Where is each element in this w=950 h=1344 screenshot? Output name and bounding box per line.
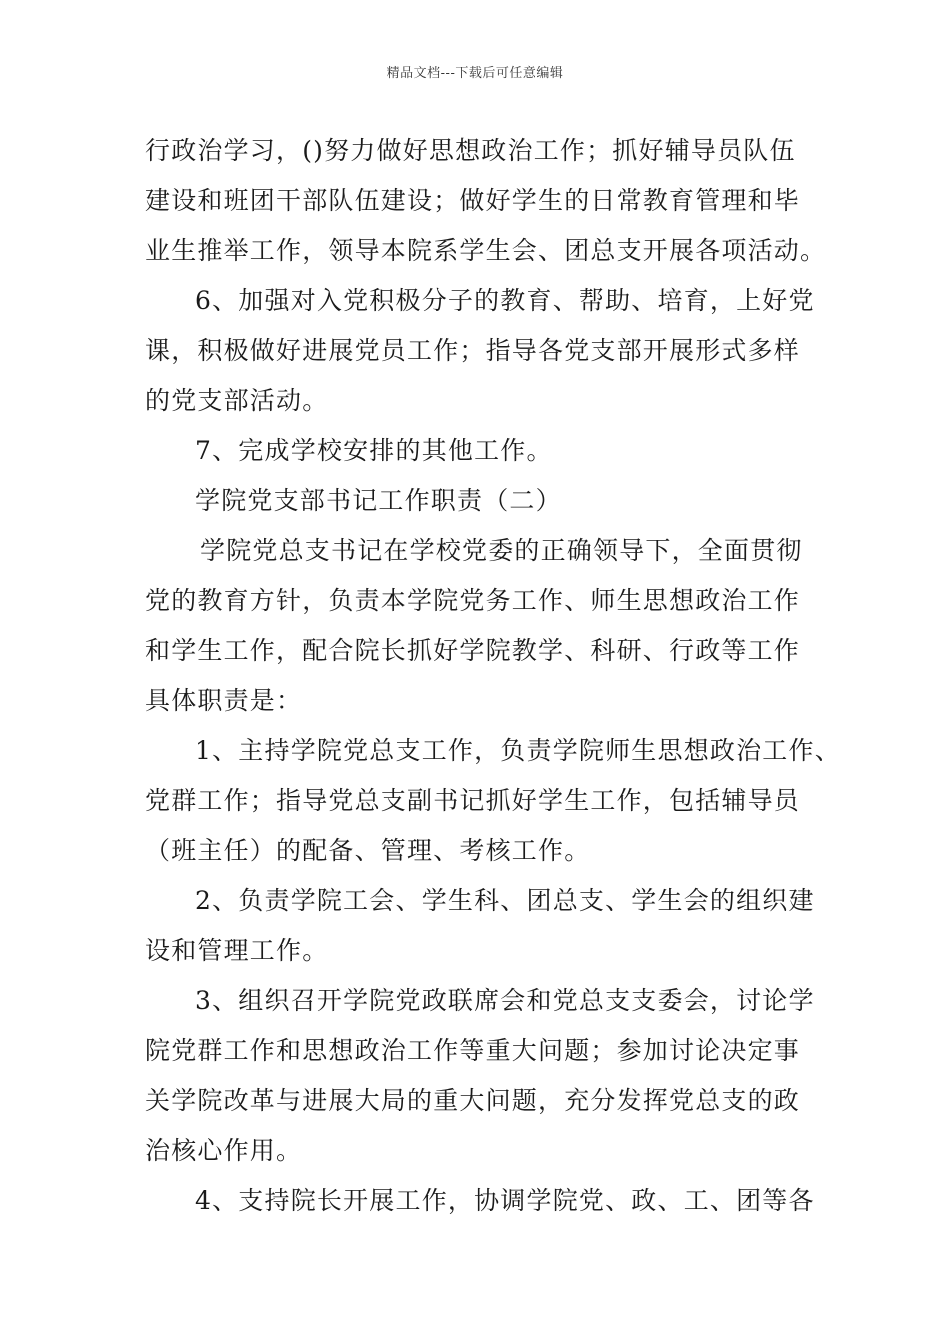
- text-line: 2、负责学院工会、学生科、团总支、学生会的组织建: [195, 886, 815, 915]
- text-line: 1、主持学院党总支工作，负责学院师生思想政治工作、: [195, 736, 841, 765]
- text-line: 院党群工作和思想政治工作等重大问题；参加讨论决定事: [145, 1036, 801, 1065]
- text-line: 4、支持院长开展工作，协调学院党、政、工、团等各: [195, 1186, 815, 1215]
- text-line: 党群工作；指导党总支副书记抓好学生工作，包括辅导员: [145, 786, 801, 815]
- text-line: （班主任）的配备、管理、考核工作。: [145, 836, 591, 865]
- text-line: 行政治学习，()努力做好思想政治工作；抓好辅导员队伍: [145, 136, 796, 165]
- text-line: 7、完成学校安排的其他工作。: [195, 436, 553, 465]
- page-header: 精品文档---下载后可任意编辑: [386, 66, 564, 81]
- text-line: 的党支部活动。: [145, 386, 329, 415]
- text-line: 3、组织召开学院党政联席会和党总支支委会，讨论学: [195, 986, 815, 1015]
- text-line: 具体职责是：: [145, 686, 303, 715]
- text-line: 课，积极做好进展党员工作；指导各党支部开展形式多样: [145, 336, 801, 365]
- text-line: 设和管理工作。: [145, 936, 329, 965]
- text-line: 党的教育方针，负责本学院党务工作、师生思想政治工作: [145, 586, 801, 615]
- text-line: 6、加强对入党积极分子的教育、帮助、培育，上好党: [195, 286, 815, 315]
- document-body: [145, 126, 841, 1226]
- section-title: 学院党支部书记工作职责（二）: [195, 486, 562, 515]
- text-line: 建设和班团干部队伍建设；做好学生的日常教育管理和毕: [145, 186, 801, 215]
- text-line: 和学生工作，配合院长抓好学院教学、科研、行政等工作: [145, 636, 801, 665]
- text-line: 关学院改革与进展大局的重大问题，充分发挥党总支的政: [145, 1086, 801, 1115]
- text-line: 学院党总支书记在学校党委的正确领导下，全面贯彻: [200, 536, 803, 565]
- text-line: 治核心作用。: [145, 1136, 303, 1165]
- text-line: 业生推举工作，领导本院系学生会、团总支开展各项活动。: [145, 236, 827, 265]
